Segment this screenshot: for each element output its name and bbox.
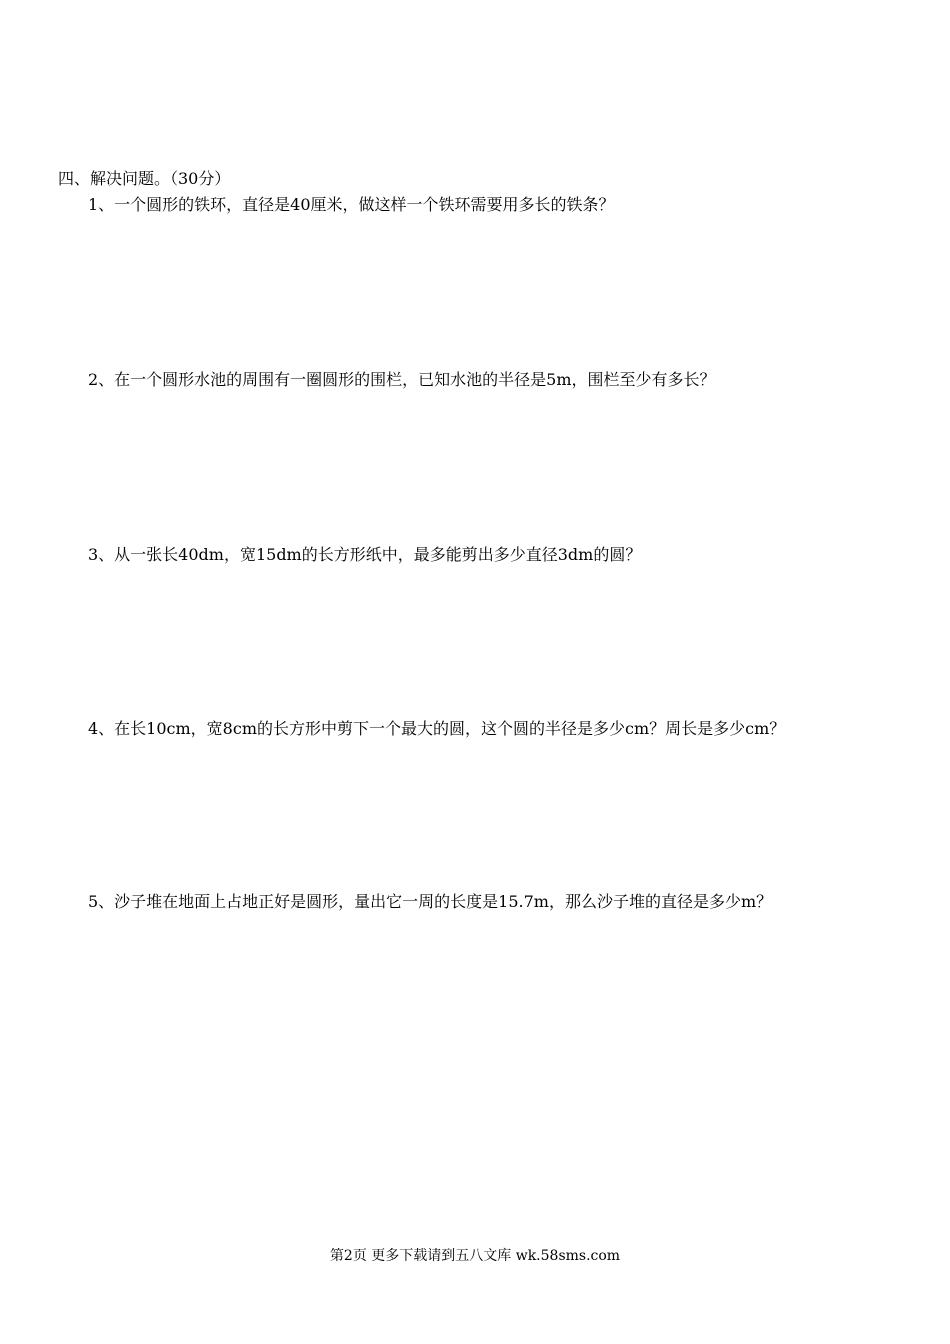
question-3: 3、从一张长40dm，宽15dm的长方形纸中，最多能剪出多少直径3dm的圆？ [88, 545, 642, 564]
question-2: 2、在一个圆形水池的周围有一圈圆形的围栏，已知水池的半径是5m，围栏至少有多长？ [88, 370, 716, 389]
question-4: 4、在长10cm，宽8cm的长方形中剪下一个最大的圆，这个圆的半径是多少cm？周长是多少cm？ [88, 719, 786, 738]
page-footer: 第2页 更多下载请到五八文库 wk.58sms.com [329, 1248, 621, 1264]
question-1: 1、一个圆形的铁环，直径是40厘米，做这样一个铁环需要用多长的铁条？ [88, 195, 615, 214]
question-5: 5、沙子堆在地面上占地正好是圆形，量出它一周的长度是15.7m，那么沙子堆的直径是多少m？ [88, 892, 773, 911]
section-heading: 四、解决问题。（30分） [58, 169, 231, 188]
